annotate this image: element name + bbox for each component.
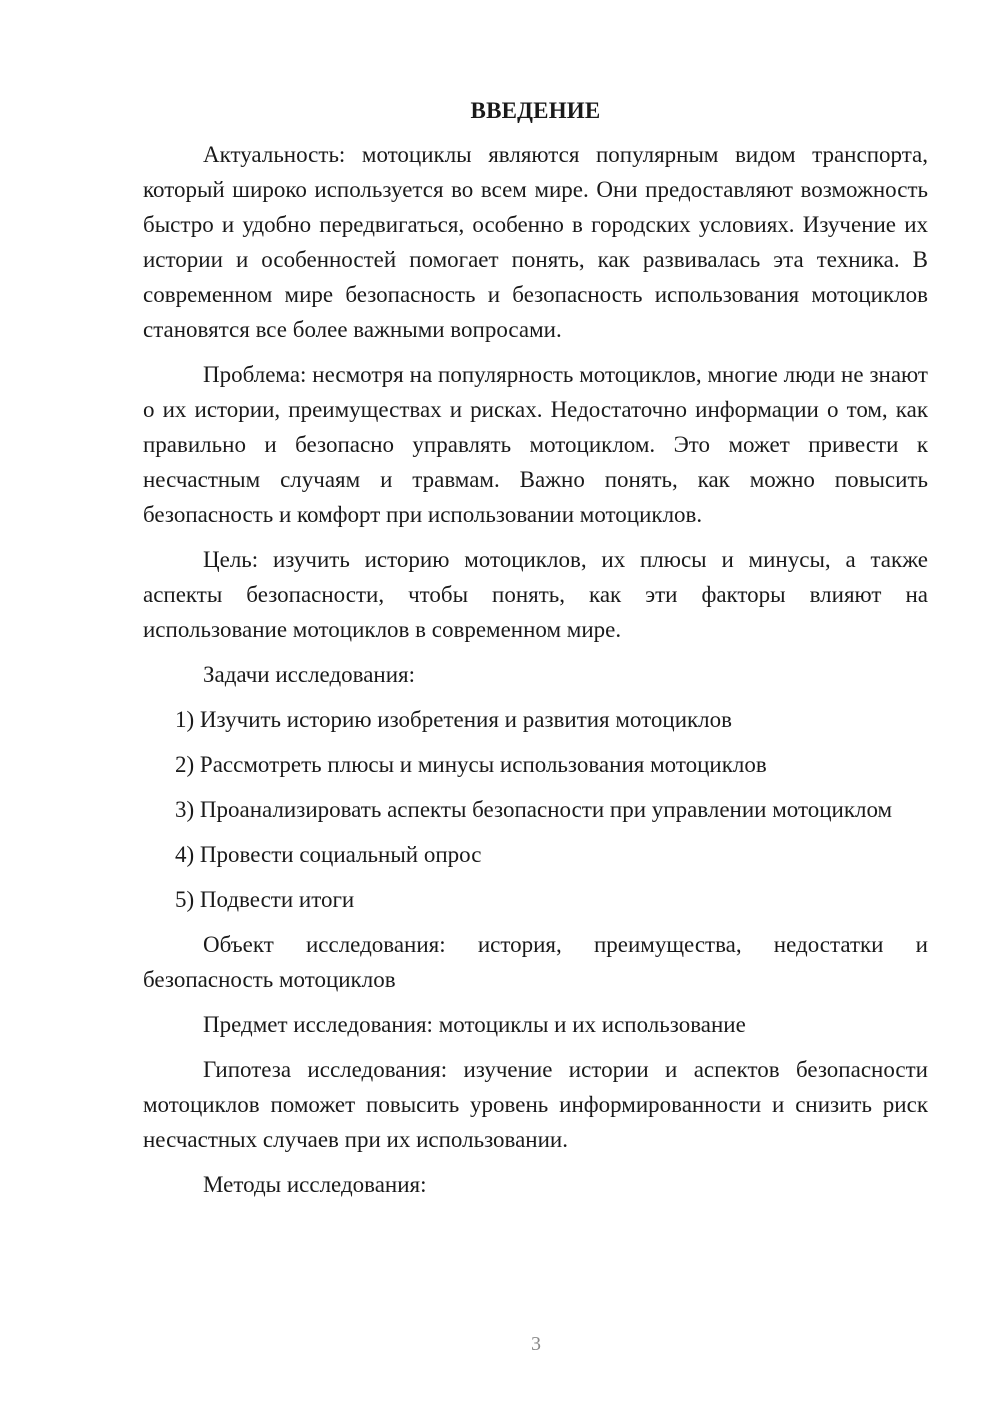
paragraph-relevance: Актуальность: мотоциклы являются популярным видом транспорта, который широко используется во всем мире. Они предоставляют возможность быстро и удобно передвигаться, особенно в городских условиях. Изучение их истории и особенностей помогает понять, как развивалась эта техника. В современном мире безопасность и безопасность использования мотоциклов становятся все более важными вопросами. [143,142,928,342]
paragraph-methods: Методы исследования: [203,1172,427,1197]
task-item-5: 5) Подвести итоги [175,887,355,912]
page-number: 3 [531,1333,541,1355]
paragraph-goal: Цель: изучить историю мотоциклов, их плюсы и минусы, а также аспекты безопасности, чтобы понять, как эти факторы влияют на использование мотоциклов в современном мире. [143,547,928,642]
paragraph-problem: Проблема: несмотря на популярность мотоциклов, многие люди не знают о их истории, преимуществах и рисках. Недостаточно информации о том, как правильно и безопасно управлять мотоциклом. Это может привести к несчастным случаям и травмам. Важно понять, как можно повысить безопасность и комфорт при использовании мотоциклов. [143,362,928,527]
paragraph-tasks-heading: Задачи исследования: [203,662,416,687]
page-title: ВВЕДЕНИЕ [470,98,601,123]
task-item-2: 2) Рассмотреть плюсы и минусы использования мотоциклов [175,752,767,777]
task-item-1: 1) Изучить историю изобретения и развития мотоциклов [175,707,733,732]
paragraph-subject: Предмет исследования: мотоциклы и их использование [203,1012,746,1037]
paragraph-hypothesis: Гипотеза исследования: изучение истории и аспектов безопасности мотоциклов поможет повысить уровень информированности и снизить риск несчастных случаев при их использовании. [143,1057,928,1152]
task-item-4: 4) Провести социальный опрос [175,842,482,867]
task-item-3: 3) Проанализировать аспекты безопасности при управлении мотоциклом [175,797,893,822]
paragraph-object: Объект исследования: история, преимущества, недостатки и безопасность мотоциклов [143,932,928,992]
document-page [143,96,928,1212]
